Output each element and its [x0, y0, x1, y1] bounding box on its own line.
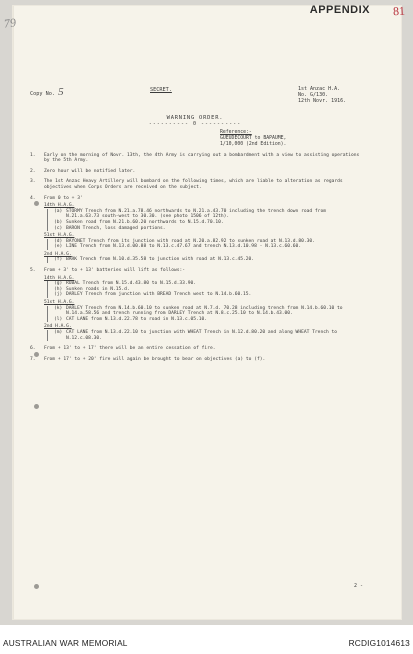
- classification: SECRET.: [150, 87, 172, 93]
- ref-line: 1st Anzac H.A.: [298, 86, 341, 92]
- objective-letter: (e): [54, 244, 63, 250]
- objective-letter: (h): [54, 286, 63, 292]
- paragraph-7: [30, 357, 360, 363]
- map-reference-line: 1/10,000 (2nd Edition).: [220, 141, 287, 147]
- map-reference-label: Reference:-: [220, 130, 252, 136]
- document-header: [30, 86, 360, 112]
- order-title: WARNING ORDER.: [166, 115, 224, 121]
- title-rule: ---------- 0 ----------: [148, 120, 242, 127]
- objective-text: BAYONET Trench from its junction with road at N.20.a.82.92 to sunken road at N.13.d.80.30.: [66, 238, 315, 244]
- objective-letter: (l): [54, 316, 63, 322]
- objective-letter: (c): [54, 225, 63, 231]
- appendix-label: APPENDIX: [309, 4, 370, 16]
- paragraph-number: 6.: [30, 346, 36, 352]
- group-header: 14th H.A.G.: [44, 275, 75, 281]
- objective-letter: (b): [54, 219, 63, 225]
- group-items: [47, 239, 360, 250]
- ref-line: 12th Novr. 1916.: [298, 98, 347, 104]
- group-items: [47, 257, 360, 263]
- paragraph-text: Early on the morning of Novr. 13th, the 4th Army is carrying out a bombardment with a view to assisting operations by the 5th Army.: [44, 152, 360, 164]
- copy-number-line: [30, 86, 64, 98]
- objective-letter: (m): [54, 330, 63, 336]
- paragraph-lead: From 0 to + 3': [44, 195, 83, 201]
- objective-text: STORMY Trench from N.21.a.78.46 northwards to N.21.a.43.70 including the trench down road from N.21.a.63.73 south-west to 30.30. (see photo 1506 of 12th).: [66, 208, 326, 220]
- objective-item: [50, 330, 360, 341]
- map-reference-line: GUEUDECOURT to BAPAUME,: [220, 135, 287, 141]
- paragraph-lead: From + 3' to + 13' batteries will lift as follows:-: [44, 268, 186, 274]
- group: [44, 252, 360, 263]
- paragraph: [30, 153, 360, 164]
- paragraph-number: 7.: [30, 356, 36, 362]
- objective-text: Sunken roads in N.15.d.: [66, 286, 130, 292]
- group-items: [47, 209, 360, 231]
- objective-letter: (k): [54, 305, 63, 311]
- group: [44, 233, 360, 250]
- group-header: 14th H.A.G.: [44, 203, 75, 209]
- objective-text: Sunken road from N.21.b.60.20 northwards to N.15.d.70.10.: [66, 219, 224, 225]
- archive-footer: [0, 625, 413, 654]
- punch-hole: [34, 404, 39, 409]
- group-header: 51st H.A.G.: [44, 233, 75, 239]
- paragraph-text: Zero hour will be notified later.: [44, 168, 136, 174]
- paragraph-number: 2.: [30, 168, 36, 174]
- objective-text: DARLEY Trench from N.14.b.60.10 to sunken road at N.7.d. 70.28 including trench from N.14.b.60.10 to N.14.a.58.56 and trench running from DARLEY Trench at N.8.c.25.10 to N.14.b.43.00.: [66, 305, 343, 317]
- objective-letter: (j): [54, 292, 63, 298]
- group: [44, 276, 360, 298]
- page-number: 81: [392, 3, 406, 19]
- map-reference: [220, 130, 360, 147]
- objective-text: BARK Trench from N.10.d.35.58 to junction with road at N.13.c.45.20.: [66, 257, 255, 263]
- objective-letter: (f): [54, 257, 63, 263]
- corner-number: 79: [3, 15, 17, 31]
- objective-text: LINE Trench from N.13.d.00.88 to N.13.c.47.67 and trench N.13.d.10.98 - N.13.c.60.60.: [66, 244, 302, 250]
- group-items: [47, 330, 360, 341]
- paragraph: [30, 179, 360, 190]
- group-items: [47, 306, 360, 323]
- paragraph-text: From + 17' to + 20' fire will again be brought to bear on objectives (a) to (f).: [44, 356, 266, 362]
- objective-letter: (g): [54, 281, 63, 287]
- group-header: 2nd H.A.G.: [44, 251, 72, 257]
- archive-name: AUSTRALIAN WAR MEMORIAL: [3, 638, 128, 648]
- copy-label: Copy No.: [30, 91, 55, 97]
- paragraph-text: From + 13' to + 17' there will be an entire cessation of fire.: [44, 346, 216, 352]
- objective-item: [50, 257, 360, 263]
- group-header: 51st H.A.G.: [44, 300, 75, 306]
- objective-item: [50, 209, 360, 220]
- objective-text: CAT LANE from N.13.d.22.78 to road in N.13.c.05.10.: [66, 316, 208, 322]
- paragraph-number: 3.: [30, 179, 36, 185]
- objective-item: [50, 306, 360, 317]
- continuation-marker: 2 -: [353, 583, 363, 589]
- archive-reference: RCDIG1014613: [348, 638, 410, 648]
- copy-number: 5: [58, 86, 64, 98]
- group-items: [47, 281, 360, 298]
- objective-item: [50, 292, 360, 298]
- objective-text: CAT LANE from N.13.d.22.10 to junction with WHEAT Trench in N.12.d.80.20 and along WHEAT Trench to N.12.c.08.30.: [66, 330, 338, 341]
- ref-line: No. G/130.: [298, 92, 329, 98]
- paragraph: [30, 169, 360, 175]
- paragraph-number: 1.: [30, 152, 36, 158]
- group: [44, 324, 360, 341]
- paragraph-5: [30, 268, 360, 341]
- objective-item: [50, 317, 360, 323]
- group: [44, 203, 360, 231]
- group-header: 2nd H.A.G.: [44, 324, 72, 330]
- paragraph-4: [30, 196, 360, 264]
- objective-text: DARLEY Trench from junction with BREAD Trench west to N.14.b.60.15.: [66, 292, 252, 298]
- order-text: [30, 86, 360, 362]
- objective-text: RUBAL Trench from N.15.d.43.80 to N.15.d.33.90.: [66, 281, 196, 287]
- paragraph-6: [30, 346, 360, 352]
- punch-hole: [34, 584, 39, 589]
- paragraph-number: 5.: [30, 268, 36, 274]
- objective-item: [50, 244, 360, 250]
- objective-letter: (a): [54, 208, 63, 214]
- objective-item: [50, 226, 360, 232]
- paragraph-number: 4.: [30, 195, 36, 201]
- reference-block: [298, 86, 360, 104]
- group: [44, 300, 360, 322]
- objective-text: BARON Trench, loss damaged portions.: [66, 225, 166, 231]
- paragraph-text: The 1st Anzac Heavy Artillery will bombard on the following times, which are liable to alteration as regards objectives when Corps Orders are received on the subject.: [44, 179, 343, 190]
- objective-letter: (d): [54, 238, 63, 244]
